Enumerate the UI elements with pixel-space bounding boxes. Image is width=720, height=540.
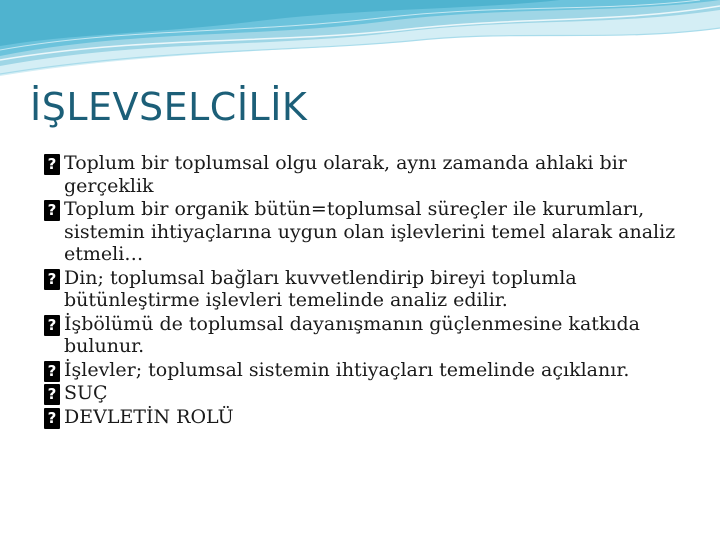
bullet-item <box>44 152 694 197</box>
bullet-text: İşbölümü de toplumsal dayanışmanın güçlenmesine katkıda bulunur. <box>64 312 640 357</box>
missing-glyph-bullet-icon: ? <box>44 315 60 336</box>
bullet-item <box>44 198 694 266</box>
slide-title: İŞLEVSELCİLİK <box>30 85 308 129</box>
bullet-text: Toplum bir organik bütün=toplumsal süreçler ile kurumları, sistemin ihtiyaçlarına uygun olan işlevlerini temel alarak analiz etmeli… <box>64 198 676 265</box>
missing-glyph-bullet-icon: ? <box>44 200 60 221</box>
bullet-item <box>44 313 694 358</box>
slide-content <box>44 152 694 429</box>
bullet-text: Toplum bir toplumsal olgu olarak, aynı zamanda ahlaki bir gerçeklik <box>64 152 627 197</box>
bullet-text: SUÇ <box>64 382 108 404</box>
bullet-item <box>44 382 694 405</box>
bullet-text: DEVLETİN ROLÜ <box>64 405 234 428</box>
bullet-list <box>44 152 694 428</box>
missing-glyph-bullet-icon: ? <box>44 154 60 175</box>
bullet-text: İşlevler; toplumsal sistemin ihtiyaçları temelinde açıklanır. <box>64 358 630 381</box>
missing-glyph-bullet-icon: ? <box>44 384 60 405</box>
header-wave-decoration <box>0 0 720 90</box>
missing-glyph-bullet-icon: ? <box>44 408 60 429</box>
missing-glyph-bullet-icon: ? <box>44 361 60 382</box>
bullet-item <box>44 359 694 382</box>
bullet-text: Din; toplumsal bağları kuvvetlendirip bireyi toplumla bütünleştirme işlevleri temelinde analiz edilir. <box>64 266 577 311</box>
bullet-item <box>44 267 694 312</box>
bullet-item <box>44 406 694 429</box>
missing-glyph-bullet-icon: ? <box>44 269 60 290</box>
